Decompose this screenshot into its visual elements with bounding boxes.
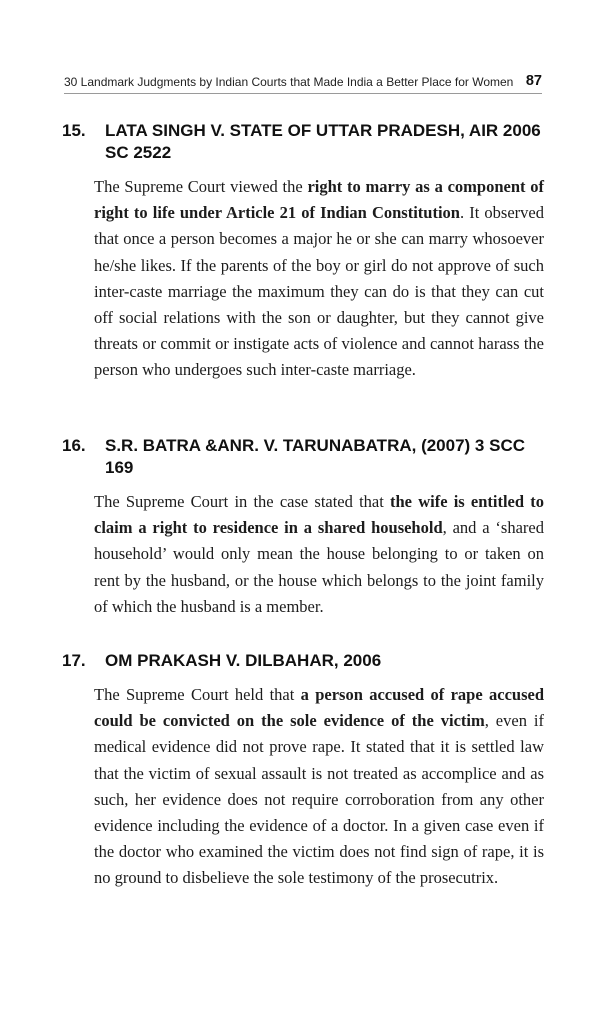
body-bold-text: a person accused of rape accused could be convicted on the sole evidence of the victim	[94, 685, 544, 731]
body-text: The Supreme Court in the case stated that	[94, 492, 391, 511]
section-16	[62, 435, 544, 620]
section-17	[62, 650, 544, 892]
body-bold-text: right to marry as a component of right to life under Article 21 of Indian Constitution	[94, 177, 544, 223]
running-title: 30 Landmark Judgments by Indian Courts that Made India a Better Place for Women	[64, 75, 514, 89]
section-body	[94, 682, 544, 892]
section-number: 16.	[62, 436, 86, 455]
section-heading	[62, 435, 544, 479]
section-body	[94, 174, 544, 384]
body-text: The Supreme Court viewed the	[94, 177, 308, 196]
body-text: The Supreme Court held that	[94, 685, 301, 704]
section-number: 17.	[62, 651, 86, 670]
body-text: , and a ‘shared household’ would only mean the house belonging to or taken on rent by the husband, or the house which belongs to the joint family of which the husband is a member.	[94, 518, 544, 616]
body-text: , even if medical evidence did not prove rape. It stated that it is settled law that the victim of sexual assault is not treated as accomplice and as such, her evidence does not require corroboration from any other evidence including the evidence of a doctor. In a given case even if the doctor who examined the victim does not find sign of rape, it is no ground to disbelieve the sole testimony of the prosecutrix.	[94, 711, 544, 888]
section-body	[94, 489, 544, 620]
section-title: S.R. BATRA &ANR. V. TARUNABATRA, (2007) 3 SCC 169	[105, 436, 526, 477]
section-title: OM PRAKASH V. DILBAHAR, 2006	[105, 651, 382, 670]
body-text: . It observed that once a person becomes a major he or she can marry whosoever he/she likes. If the parents of the boy or girl do not approve of such inter-caste marriage the maximum they can do is that they can cut off social relations with the son or daughter, but they cannot give threats or commit or instigate acts of violence and cannot harass the person who undergoes such inter-caste marriage.	[94, 203, 544, 380]
section-number: 15.	[62, 121, 86, 140]
section-heading	[62, 650, 544, 672]
running-header	[64, 73, 542, 94]
body-bold-text: the wife is entitled to claim a right to residence in a shared household	[94, 492, 544, 538]
section-15	[62, 120, 544, 384]
section-title: LATA SINGH V. STATE OF UTTAR PRADESH, AIR 2006 SC 2522	[105, 121, 541, 162]
section-heading	[62, 120, 544, 164]
page-number: 87	[525, 73, 542, 89]
